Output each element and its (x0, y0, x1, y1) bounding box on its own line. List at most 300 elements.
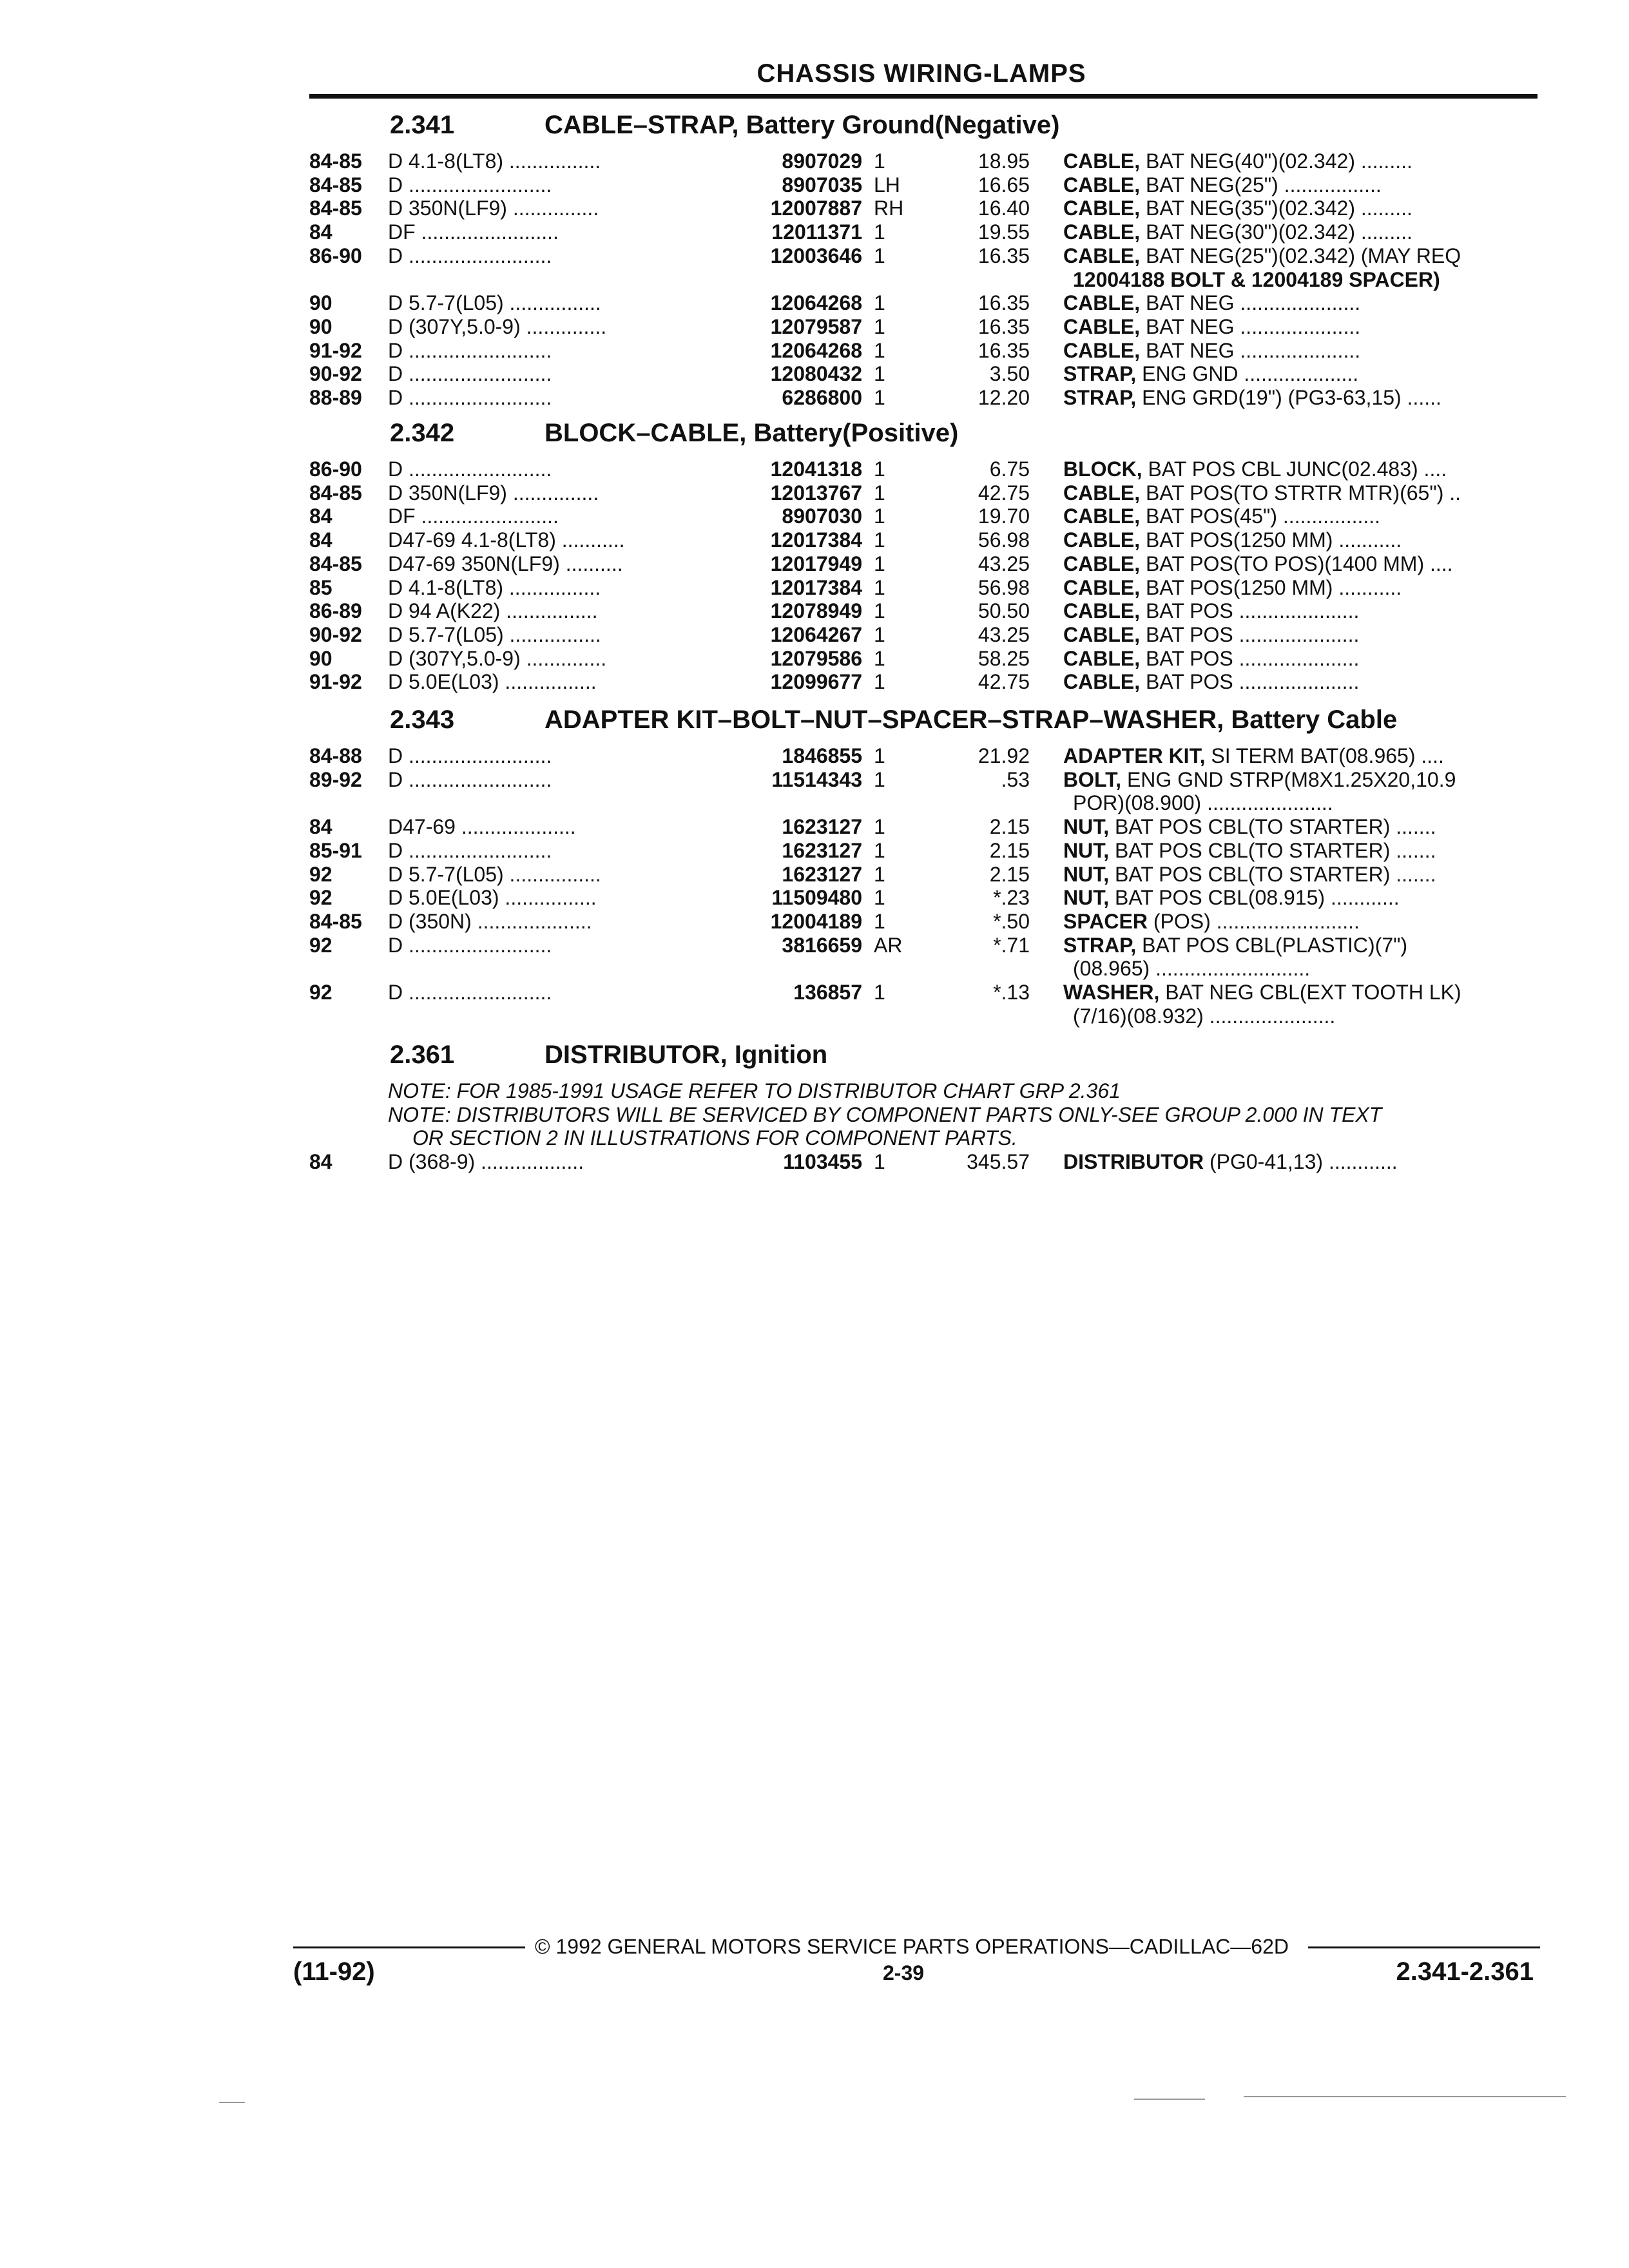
section-title (390, 1041, 827, 1070)
model-year: 85-91 (309, 838, 362, 862)
engine-usage: D 4.1-8(LT8) ................ (388, 575, 601, 599)
table-row (0, 1150, 1629, 1174)
description-continuation: (7/16)(08.932) ...................... (1073, 1004, 1336, 1028)
table-row (0, 552, 1629, 576)
part-number: 12064267 (770, 622, 862, 646)
section-title (390, 706, 1397, 735)
section-note: OR SECTION 2 IN ILLUSTRATIONS FOR COMPONENT PARTS. (412, 1126, 1017, 1150)
price: 58.25 (978, 646, 1030, 670)
part-number: 8907029 (782, 149, 862, 173)
engine-usage: D 350N(LF9) ............... (388, 481, 599, 505)
description-detail: BAT POS ..................... (1140, 670, 1360, 694)
price: 2.15 (989, 838, 1030, 862)
table-row (0, 457, 1629, 481)
table-row (0, 863, 1629, 887)
model-year: 86-89 (309, 599, 362, 623)
engine-usage: D ......................... (388, 173, 552, 197)
description-detail: BAT POS(TO STRTR MTR)(65") .. (1140, 481, 1461, 505)
model-year: 84-85 (309, 909, 362, 933)
quantity: 1 (874, 552, 885, 575)
part-number: 12064268 (770, 338, 862, 362)
description (1063, 244, 1534, 268)
description (1063, 886, 1534, 910)
description-keyword: NUT, (1063, 815, 1110, 839)
price: 19.55 (978, 220, 1030, 244)
model-year: 92 (309, 886, 333, 910)
price: *.23 (993, 886, 1030, 910)
part-number: 12079587 (770, 314, 862, 338)
description-detail: BAT POS CBL(TO STARTER) ....... (1109, 838, 1436, 862)
model-year: 86-90 (309, 244, 362, 267)
description-keyword: CABLE, (1063, 599, 1141, 623)
description-detail: BAT POS(TO POS)(1400 MM) .... (1140, 552, 1453, 575)
price: 42.75 (978, 670, 1030, 694)
quantity: 1 (874, 149, 885, 173)
description-keyword: STRAP, (1063, 362, 1137, 386)
description (1063, 386, 1534, 410)
description-detail: ENG GND STRP(M8X1.25X20,10.9 (1121, 767, 1456, 791)
price: .53 (1001, 767, 1030, 791)
price: 16.35 (978, 338, 1030, 362)
engine-usage: D 5.7-7(L05) ................ (388, 622, 601, 646)
table-row (0, 149, 1629, 173)
part-number: 12017384 (770, 575, 862, 599)
engine-usage: D47-69 350N(LF9) .......... (388, 552, 623, 575)
part-number: 12080432 (770, 362, 862, 386)
price: *.13 (993, 981, 1030, 1004)
table-row (0, 647, 1629, 671)
engine-usage: DF ........................ (388, 220, 559, 244)
part-number: 12099677 (770, 670, 862, 694)
price: 50.50 (978, 599, 1030, 623)
description (1063, 149, 1534, 173)
description-detail: BAT POS ..................... (1140, 622, 1360, 646)
section-number: 2.343 (390, 706, 455, 734)
description (1063, 981, 1534, 1004)
description-keyword: CABLE, (1063, 552, 1141, 575)
description-continuation: 12004188 BOLT & 12004189 SPACER) (1073, 267, 1440, 291)
description-keyword: NUT, (1063, 862, 1110, 886)
description-detail: (POS) ......................... (1147, 909, 1360, 933)
price: 345.57 (967, 1150, 1030, 1174)
model-year: 90 (309, 646, 333, 670)
part-number: 3816659 (782, 933, 862, 957)
description-keyword: CABLE, (1063, 291, 1141, 315)
part-number: 12017949 (770, 552, 862, 575)
part-number: 1846855 (782, 744, 862, 767)
engine-usage: D ......................... (388, 338, 552, 362)
description-keyword: CABLE, (1063, 481, 1141, 505)
description (1063, 623, 1534, 647)
part-number: 12064268 (770, 291, 862, 315)
description-keyword: BOLT, (1063, 767, 1122, 791)
model-year: 84 (309, 815, 333, 839)
description-keyword: BLOCK, (1063, 457, 1142, 481)
table-row (0, 528, 1629, 552)
model-year: 84 (309, 1150, 333, 1174)
part-number: 8907035 (782, 173, 862, 197)
table-row (0, 670, 1629, 694)
description-detail: BAT NEG(40")(02.342) ......... (1140, 149, 1412, 173)
price: 16.35 (978, 314, 1030, 338)
description-continuation: POR)(08.900) ...................... (1073, 791, 1333, 815)
model-year: 84-85 (309, 481, 362, 505)
engine-usage: D (350N) .................... (388, 909, 592, 933)
engine-usage: D (307Y,5.0-9) .............. (388, 646, 607, 670)
model-year: 92 (309, 981, 333, 1004)
engine-usage: D 5.0E(L03) ................ (388, 670, 597, 694)
description-keyword: DISTRIBUTOR (1063, 1150, 1204, 1174)
description-detail: BAT NEG(25") ................. (1140, 173, 1382, 197)
engine-usage: D 5.7-7(L05) ................ (388, 291, 601, 315)
price: 6.75 (989, 457, 1030, 481)
part-number: 12003646 (770, 244, 862, 267)
price: 2.15 (989, 862, 1030, 886)
description-detail: BAT NEG CBL(EXT TOOTH LK) (1159, 981, 1461, 1004)
part-number: 1623127 (782, 838, 862, 862)
description-detail: ENG GRD(19") (PG3-63,15) ...... (1136, 386, 1441, 409)
price: 56.98 (978, 528, 1030, 552)
engine-usage: D 94 A(K22) ................ (388, 599, 598, 623)
description (1063, 197, 1534, 220)
table-row (0, 768, 1629, 792)
description-keyword: NUT, (1063, 886, 1110, 910)
description (1063, 173, 1534, 197)
engine-usage: D ......................... (388, 386, 552, 409)
description-keyword: ADAPTER KIT, (1063, 744, 1206, 767)
description-detail: BAT NEG ..................... (1140, 338, 1361, 362)
table-row (0, 339, 1629, 363)
footer-revision-date: (11-92) (293, 1957, 375, 1986)
description-detail: BAT NEG ..................... (1140, 291, 1361, 315)
description (1063, 220, 1534, 244)
description (1063, 339, 1534, 363)
section-title (390, 419, 958, 448)
table-row (0, 481, 1629, 505)
description (1063, 910, 1534, 934)
description-keyword: CABLE, (1063, 575, 1141, 599)
quantity: 1 (874, 481, 885, 505)
price: 43.25 (978, 552, 1030, 575)
description-detail: (PG0-41,13) ............ (1204, 1150, 1398, 1174)
quantity: 1 (874, 244, 885, 267)
model-year: 90-92 (309, 622, 362, 646)
description-keyword: STRAP, (1063, 386, 1137, 409)
section-heading: ADAPTER KIT–BOLT–NUT–SPACER–STRAP–WASHER, Battery Cable (545, 706, 1398, 734)
engine-usage: D 4.1-8(LT8) ................ (388, 149, 601, 173)
table-row (0, 386, 1629, 410)
footer-section-range: 2.341-2.361 (1396, 1957, 1534, 1986)
model-year: 88-89 (309, 386, 362, 409)
model-year: 84 (309, 528, 333, 552)
description (1063, 599, 1534, 623)
model-year: 90-92 (309, 362, 362, 386)
quantity: 1 (874, 981, 885, 1004)
price: 16.35 (978, 291, 1030, 315)
price: 56.98 (978, 575, 1030, 599)
quantity: 1 (874, 744, 885, 767)
model-year: 84-85 (309, 149, 362, 173)
engine-usage: D ......................... (388, 981, 552, 1004)
quantity: 1 (874, 838, 885, 862)
quantity: 1 (874, 622, 885, 646)
table-row (0, 244, 1629, 268)
footer-rule-right (1308, 1946, 1540, 1948)
model-year: 84-85 (309, 197, 362, 220)
price: 2.15 (989, 815, 1030, 839)
section-heading: BLOCK–CABLE, Battery(Positive) (545, 419, 959, 447)
engine-usage: D ......................... (388, 457, 552, 481)
engine-usage: D ......................... (388, 362, 552, 386)
description (1063, 647, 1534, 671)
quantity: 1 (874, 314, 885, 338)
description (1063, 362, 1534, 386)
part-number: 12079586 (770, 646, 862, 670)
table-row (0, 815, 1629, 839)
model-year: 92 (309, 933, 333, 957)
quantity: 1 (874, 767, 885, 791)
description (1063, 839, 1534, 863)
section-title (390, 111, 1059, 140)
footer-copyright: © 1992 GENERAL MOTORS SERVICE PARTS OPERATIONS—CADILLAC—62D (535, 1935, 1289, 1958)
description-keyword: WASHER, (1063, 981, 1160, 1004)
price: 21.92 (978, 744, 1030, 767)
quantity: 1 (874, 575, 885, 599)
description-keyword: CABLE, (1063, 622, 1141, 646)
part-number: 12017384 (770, 528, 862, 552)
header-rule (309, 94, 1537, 99)
table-row (0, 839, 1629, 863)
quantity: 1 (874, 528, 885, 552)
table-row (0, 220, 1629, 244)
description-keyword: CABLE, (1063, 149, 1141, 173)
quantity: 1 (874, 670, 885, 694)
table-row (0, 576, 1629, 600)
part-number: 6286800 (782, 386, 862, 409)
description (1063, 768, 1534, 792)
section-note: NOTE: FOR 1985-1991 USAGE REFER TO DISTRIBUTOR CHART GRP 2.361 (388, 1079, 1121, 1102)
footer-rule-left (293, 1946, 525, 1948)
quantity: 1 (874, 220, 885, 244)
part-number: 11509480 (771, 886, 862, 910)
engine-usage: D ......................... (388, 838, 552, 862)
table-row (0, 599, 1629, 623)
part-number: 1103455 (783, 1150, 862, 1174)
quantity: 1 (874, 862, 885, 886)
description (1063, 863, 1534, 887)
description-keyword: CABLE, (1063, 197, 1141, 220)
description (1063, 315, 1534, 339)
description-detail: BAT NEG ..................... (1140, 314, 1361, 338)
description-detail: BAT POS CBL(TO STARTER) ....... (1109, 862, 1436, 886)
table-row (0, 197, 1629, 220)
description (1063, 934, 1534, 957)
engine-usage: D ......................... (388, 244, 552, 267)
quantity: AR (874, 933, 903, 957)
price: 16.40 (978, 197, 1030, 220)
part-number: 12041318 (770, 457, 862, 481)
model-year: 90 (309, 291, 333, 315)
price: 16.65 (978, 173, 1030, 197)
price: 18.95 (978, 149, 1030, 173)
description-detail: ENG GND .................... (1136, 362, 1359, 386)
engine-usage: D ......................... (388, 933, 552, 957)
part-number: 1623127 (782, 815, 862, 839)
engine-usage: D ......................... (388, 744, 552, 767)
quantity: 1 (874, 338, 885, 362)
quantity: 1 (874, 646, 885, 670)
part-number: 12011371 (771, 220, 862, 244)
table-row (0, 744, 1629, 768)
quantity: 1 (874, 362, 885, 386)
model-year: 91-92 (309, 670, 362, 694)
description-detail: SI TERM BAT(08.965) .... (1205, 744, 1444, 767)
engine-usage: D 5.0E(L03) ................ (388, 886, 597, 910)
description-keyword: CABLE, (1063, 220, 1141, 244)
description-detail: BAT POS ..................... (1140, 599, 1360, 623)
table-row (0, 910, 1629, 934)
part-number: 12007887 (770, 197, 862, 220)
model-year: 84-85 (309, 173, 362, 197)
model-year: 84 (309, 505, 333, 528)
description-continuation: (08.965) ........................... (1073, 957, 1311, 981)
scan-artifact (1134, 2099, 1205, 2100)
price: 19.70 (978, 505, 1030, 528)
table-row (0, 886, 1629, 910)
description-keyword: CABLE, (1063, 173, 1141, 197)
table-row (0, 981, 1629, 1004)
section-note: NOTE: DISTRIBUTORS WILL BE SERVICED BY COMPONENT PARTS ONLY-SEE GROUP 2.000 IN TEXT (388, 1102, 1382, 1126)
engine-usage: D 5.7-7(L05) ................ (388, 862, 601, 886)
quantity: 1 (874, 505, 885, 528)
engine-usage: D47-69 .................... (388, 815, 576, 839)
description-detail: BAT POS ..................... (1140, 646, 1360, 670)
quantity: 1 (874, 909, 885, 933)
quantity: 1 (874, 815, 885, 839)
engine-usage: D47-69 4.1-8(LT8) ........... (388, 528, 625, 552)
price: 3.50 (989, 362, 1030, 386)
section-number: 2.361 (390, 1041, 455, 1069)
model-year: 91-92 (309, 338, 362, 362)
price: *.50 (993, 909, 1030, 933)
scan-artifact (219, 2102, 245, 2103)
description-detail: BAT NEG(35")(02.342) ......... (1140, 197, 1412, 220)
description-keyword: CABLE, (1063, 670, 1141, 694)
footer-page-number: 2-39 (883, 1961, 925, 1984)
part-number: 11514343 (771, 767, 862, 791)
table-row (0, 362, 1629, 386)
description-detail: BAT POS CBL(08.915) ............ (1109, 886, 1400, 910)
description-keyword: CABLE, (1063, 646, 1141, 670)
price: *.71 (993, 933, 1030, 957)
section-heading: DISTRIBUTOR, Ignition (545, 1041, 828, 1069)
part-number: 8907030 (782, 505, 862, 528)
quantity: 1 (874, 1150, 885, 1174)
description-detail: BAT POS CBL(TO STARTER) ....... (1109, 815, 1436, 839)
table-row (0, 505, 1629, 528)
description (1063, 815, 1534, 839)
table-row (0, 315, 1629, 339)
part-number: 1623127 (782, 862, 862, 886)
part-number: 12013767 (770, 481, 862, 505)
part-number: 12078949 (770, 599, 862, 623)
description-keyword: NUT, (1063, 838, 1110, 862)
description (1063, 505, 1534, 528)
part-number: 12004189 (770, 909, 862, 933)
description (1063, 291, 1534, 315)
quantity: 1 (874, 886, 885, 910)
price: 43.25 (978, 622, 1030, 646)
page-title: CHASSIS WIRING-LAMPS (757, 59, 1086, 88)
description (1063, 670, 1534, 694)
model-year: 90 (309, 314, 333, 338)
engine-usage: D (368-9) .................. (388, 1150, 584, 1174)
description (1063, 528, 1534, 552)
description (1063, 744, 1534, 768)
part-number: 136857 (793, 981, 862, 1004)
engine-usage: D 350N(LF9) ............... (388, 197, 599, 220)
description-detail: BAT NEG(25")(02.342) (MAY REQ (1140, 244, 1461, 267)
model-year: 89-92 (309, 767, 362, 791)
model-year: 86-90 (309, 457, 362, 481)
model-year: 92 (309, 862, 333, 886)
description-detail: BAT POS CBL JUNC(02.483) .... (1142, 457, 1447, 481)
description (1063, 552, 1534, 576)
model-year: 84-85 (309, 552, 362, 575)
table-row (0, 291, 1629, 315)
scan-artifact (1244, 2096, 1566, 2097)
engine-usage: DF ........................ (388, 505, 559, 528)
description (1063, 576, 1534, 600)
model-year: 85 (309, 575, 333, 599)
table-row (0, 623, 1629, 647)
description-detail: BAT NEG(30")(02.342) ......... (1140, 220, 1412, 244)
description (1063, 1150, 1534, 1174)
section-number: 2.342 (390, 419, 455, 447)
quantity: RH (874, 197, 904, 220)
description-keyword: CABLE, (1063, 244, 1141, 267)
description-detail: BAT POS(1250 MM) ........... (1140, 575, 1402, 599)
description-detail: BAT POS CBL(PLASTIC)(7") (1136, 933, 1408, 957)
table-row (0, 173, 1629, 197)
description-keyword: SPACER (1063, 909, 1148, 933)
description-keyword: CABLE, (1063, 338, 1141, 362)
description-keyword: CABLE, (1063, 314, 1141, 338)
description-keyword: STRAP, (1063, 933, 1137, 957)
quantity: LH (874, 173, 900, 197)
model-year: 84-88 (309, 744, 362, 767)
price: 42.75 (978, 481, 1030, 505)
model-year: 84 (309, 220, 333, 244)
description (1063, 457, 1534, 481)
description-keyword: CABLE, (1063, 505, 1141, 528)
price: 16.35 (978, 244, 1030, 267)
section-heading: CABLE–STRAP, Battery Ground(Negative) (545, 111, 1060, 139)
price: 12.20 (978, 386, 1030, 409)
quantity: 1 (874, 386, 885, 409)
quantity: 1 (874, 291, 885, 315)
quantity: 1 (874, 457, 885, 481)
description (1063, 481, 1534, 505)
quantity: 1 (874, 599, 885, 623)
section-number: 2.341 (390, 111, 455, 139)
description-detail: BAT POS(1250 MM) ........... (1140, 528, 1402, 552)
engine-usage: D ......................... (388, 767, 552, 791)
description-keyword: CABLE, (1063, 528, 1141, 552)
table-row (0, 934, 1629, 957)
description-detail: BAT POS(45") ................. (1140, 505, 1381, 528)
engine-usage: D (307Y,5.0-9) .............. (388, 314, 607, 338)
